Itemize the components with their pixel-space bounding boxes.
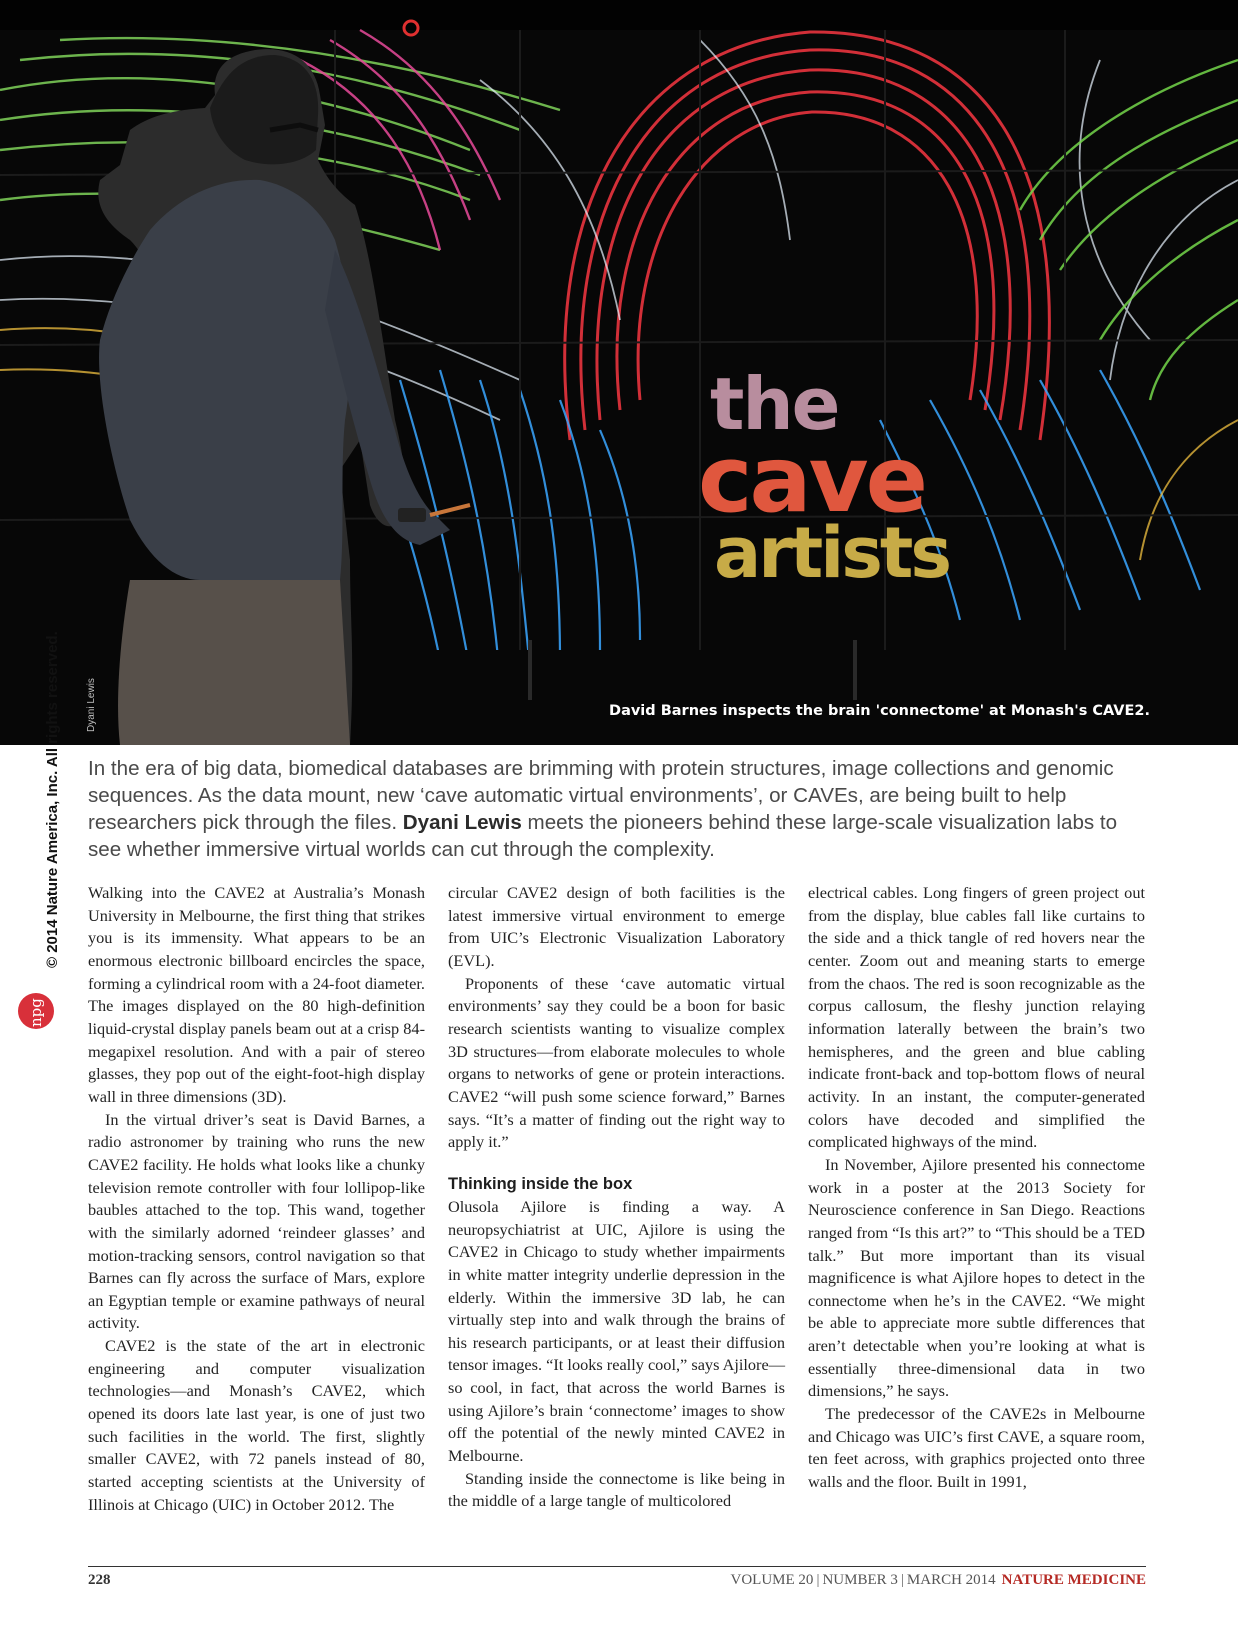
cave-visualization-image	[0, 0, 1238, 745]
paragraph: CAVE2 is the state of the art in electronic engineering and computer visualization technologies—and Monash’s CAVE2, which opened its doors late last year, is one of just two such facilities in the world. The first, slightly smaller CAVE2, with 72 panels instead of 80, started accepting scientists at the University of Illinois at Chicago (UIC) in October 2012. The	[88, 1336, 425, 1514]
npg-logo-text: npg	[27, 998, 45, 1027]
separator: |	[816, 1572, 820, 1588]
standfirst-rest: meets the pioneers behind these large-scale visualization labs to see whether immersive virtual worlds can cut through the complexity.	[88, 811, 1118, 861]
paragraph: In the virtual driver’s seat is David Barnes, a radio astronomer by training who runs the new CAVE2 facility. He holds what looks like a chunky television remote controller with four lollipop-like baubles attached to the top. This wand, together with the similarly adorned ‘reindeer glasses’ and motion-tracking sensors, control navigation so that Barnes can fly across the surface of Mars, explore an Egyptian temple or examine pathways of neural activity.	[88, 1109, 425, 1333]
paragraph: Standing inside the connectome is like being in the middle of a large tangle of multicolored	[448, 1468, 785, 1511]
photo-caption: David Barnes inspects the brain 'connectome' at Monash's CAVE2.	[609, 703, 1150, 719]
volume: VOLUME 20	[730, 1572, 814, 1588]
paragraph: Olusola Ajilore is finding a way. A neuropsychiatrist at UIC, Ajilore is using the CAVE2 in Chicago to study whether impairments in white matter integrity underlie depression in the elderly. Within the immersive 3D lab, he can virtually step into and walk through the brains of his research participants, or at least their diffusion tensor images. “It looks really cool,” says Ajilore—so cool, in fact, that across the world Barnes is using Ajilore’s brain ‘connectome’ images to show off the potential of the newly minted CAVE2 in Melbourne.	[448, 1196, 785, 1466]
paragraph: circular CAVE2 design of both facilities is the latest immersive virtual environment to emerge from UIC’s Electronic Visualization Laboratory (EVL).	[448, 883, 785, 970]
paragraph: In November, Ajilore presented his connectome work in a poster at the 2013 Society for Neuroscience conference in San Diego. Reactions ranged from “Is this art?” to “This should be a TED talk.” But more important than its visual magnificence is what Ajilore hopes to detect in the connectome when he’s in the CAVE2. “We might be able to appreciate more subtle differences that aren’t detectable when you’re looking at what is essentially three-dimensional data in two dimensions,” he says.	[808, 1154, 1145, 1401]
standfirst-intro: In the era of big data, biomedical databases are brimming with protein structures, image collections and genomic sequences. As the data mount, new ‘cave automatic virtual environments’, or CAVEs, are being built to help researchers pick through the files.	[88, 757, 1114, 834]
issue-info	[731, 1572, 1146, 1589]
separator: |	[900, 1572, 904, 1588]
paragraph: Proponents of these ‘cave automatic virtual environments’ say they could be a boon for basic research scientists wanting to visualize complex 3D structures—from elaborate molecules to whole organs to networks of gene or protein interactions. CAVE2 “will push some science forward,” Barnes says. “It’s a matter of finding out the right way to apply it.”	[448, 973, 785, 1152]
footer-rule	[88, 1566, 1146, 1567]
paragraph: Walking into the CAVE2 at Australia’s Monash University in Melbourne, the first thing that strikes you is its immensity. What appears to be an enormous electronic billboard encircles the space, forming a cylindrical room with a 24-foot diameter. The images displayed on the 80 high-definition liquid-crystal display panels beam out at a crisp 84-megapixel resolution. And with a pair of stereo glasses, they pop out of the eight-foot-high display wall in three dimensions (3D).	[88, 883, 425, 1106]
article-column-1	[88, 882, 425, 1516]
article-column-3	[808, 882, 1145, 1494]
paragraph: The predecessor of the CAVE2s in Melbourne and Chicago was UIC’s first CAVE, a square room, ten feet across, with graphics projected onto three walls and the floor. Built in 1991,	[808, 1404, 1145, 1492]
hero-title-line-2: cave	[698, 426, 925, 533]
page-number: 228	[88, 1572, 111, 1588]
issue-date: MARCH 2014	[906, 1572, 996, 1588]
paragraph: electrical cables. Long fingers of green project out from the display, blue cables fall like curtains to the side and a thick tangle of red hovers near the center. Zoom out and meaning starts to emerge from the chaos. The red is soon recognizable as the corpus callosum, the fleshy junction relaying information laterally between the brain’s two hemispheres, and the green and blue cabling indicate front-back and top-bottom flows of neural activity. In an instant, the computer-generated colors have decoded and simplified the complicated highways of the mind.	[808, 883, 1145, 1152]
issue-number: NUMBER 3	[822, 1572, 898, 1588]
copyright-notice: © 2014 Nature America, Inc. All rights reserved.	[44, 631, 61, 968]
hero-title-line-1: the	[710, 362, 839, 446]
journal-name: NATURE MEDICINE	[1001, 1572, 1146, 1588]
hero-title-line-3: artists	[714, 512, 950, 594]
standfirst	[88, 755, 1148, 863]
standfirst-author: Dyani Lewis	[402, 811, 522, 834]
hero-title	[698, 362, 950, 594]
npg-logo	[18, 993, 54, 1029]
photo-credit: Dyani Lewis	[86, 678, 97, 732]
hero-photo	[0, 0, 1238, 745]
subheading: Thinking inside the box	[448, 1174, 633, 1193]
article-column-2	[448, 882, 785, 1513]
